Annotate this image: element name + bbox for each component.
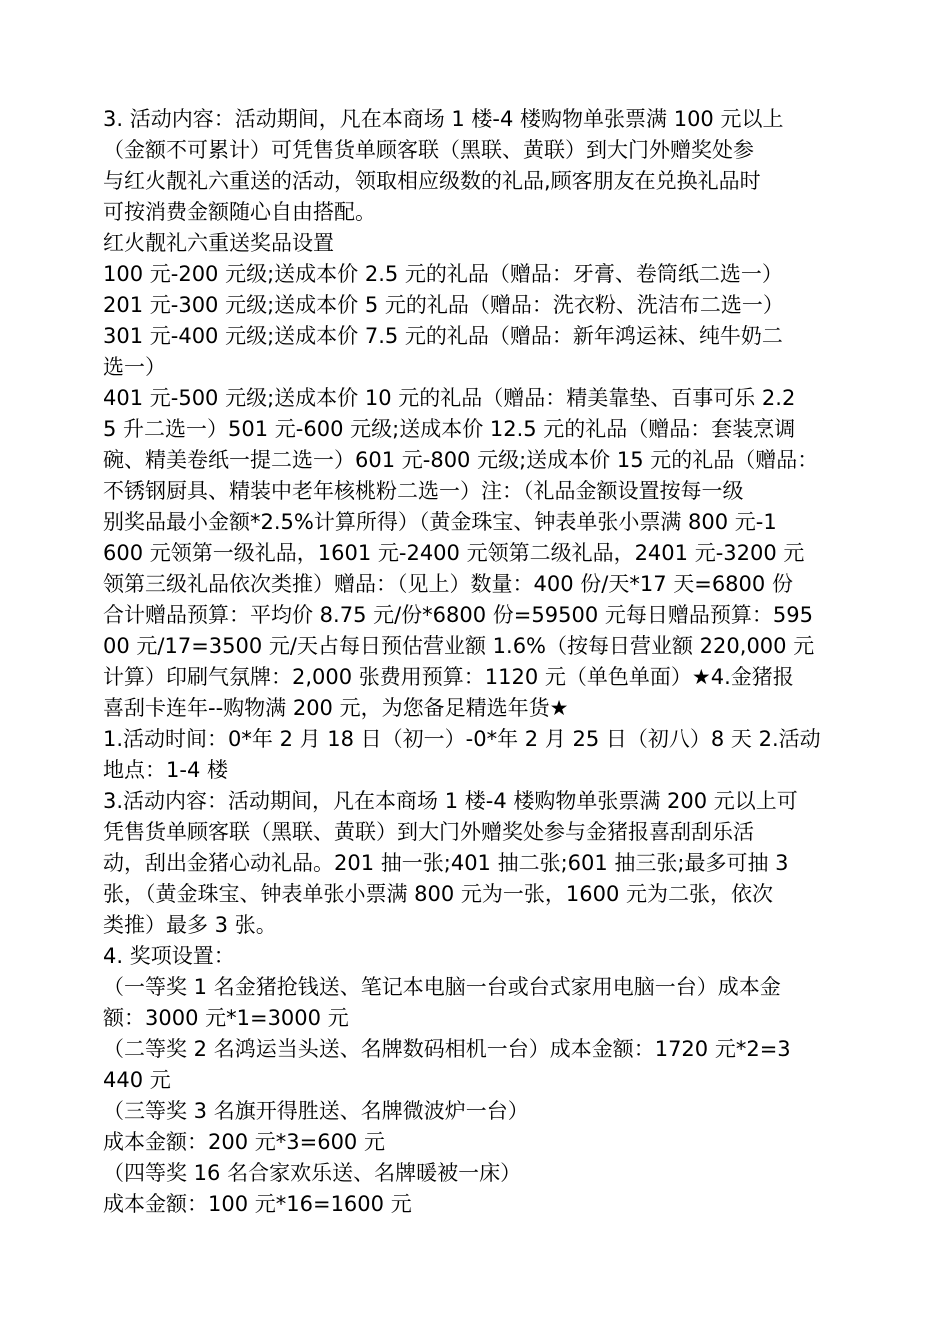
text-line-36: 成本金额：100 元*16=1600 元: [103, 1192, 412, 1216]
text-line-2: （金额不可累计）可凭售货单顾客联（黑联、黄联）到大门外赠奖处参: [103, 138, 754, 162]
text-line-19: 计算）印刷气氛牌：2,000 张费用预算：1120 元（单色单面）★4.金猪报: [103, 665, 794, 689]
text-line-33: （三等奖 3 名旗开得胜送、名牌微波炉一台）: [103, 1099, 529, 1123]
document-body: [103, 104, 863, 1220]
text-line-24: 凭售货单顾客联（黑联、黄联）到大门外赠奖处参与金猪报喜刮刮乐活: [103, 820, 754, 844]
text-line-26: 张，（黄金珠宝、钟表单张小票满 800 元为一张，1600 元为二张，依次: [103, 882, 774, 906]
section-heading: 红火靓礼六重送奖品设置: [103, 231, 334, 255]
text-line-8: 301 元-400 元级;送成本价 7.5 元的礼品（赠品：新年鸿运袜、纯牛奶二: [103, 324, 783, 348]
text-line-17: 合计赠品预算：平均价 8.75 元/份*6800 份=59500 元每日赠品预算：595: [103, 603, 813, 627]
text-line-20: 喜刮卡连年--购物满 200 元，为您备足精选年货★: [103, 696, 569, 720]
text-line-3: 与红火靓礼六重送的活动，领取相应级数的礼品,顾客朋友在兑换礼品时: [103, 169, 761, 193]
text-line-34: 成本金额：200 元*3=600 元: [103, 1130, 385, 1154]
text-line-15: 600 元领第一级礼品，1601 元-2400 元领第二级礼品，2401 元-3200 元: [103, 541, 805, 565]
text-line-18: 00 元/17=3500 元/天占每日预估营业额 1.6%（按每日营业额 220,000 元: [103, 634, 815, 658]
text-line-25: 动，刮出金猪心动礼品。201 抽一张;401 抽二张;601 抽三张;最多可抽 3: [103, 851, 789, 875]
text-line-23: 3.活动内容：活动期间，凡在本商场 1 楼-4 楼购物单张票满 200 元以上可: [103, 789, 798, 813]
text-line-30: 额：3000 元*1=3000 元: [103, 1006, 349, 1030]
text-line-14: 别奖品最小金额*2.5%计算所得）（黄金珠宝、钟表单张小票满 800 元-1: [103, 510, 777, 534]
text-line-10: 401 元-500 元级;送成本价 10 元的礼品（赠品：精美靠垫、百事可乐 2.2: [103, 386, 796, 410]
text-line-6: 100 元-200 元级;送成本价 2.5 元的礼品（赠品：牙膏、卷筒纸二选一）: [103, 262, 783, 286]
text-line-31: （二等奖 2 名鸿运当头送、名牌数码相机一台）成本金额：1720 元*2=3: [103, 1037, 791, 1061]
text-line-32: 440 元: [103, 1068, 171, 1092]
text-line-4: 可按消费金额随心自由搭配。: [103, 200, 376, 224]
text-line-29: （一等奖 1 名金猪抢钱送、笔记本电脑一台或台式家用电脑一台）成本金: [103, 975, 781, 999]
text-line-35: （四等奖 16 名合家欢乐送、名牌暖被一床）: [103, 1161, 522, 1185]
text-line-9: 选一）: [103, 355, 166, 379]
text-line-28: 4. 奖项设置：: [103, 944, 235, 968]
text-line-7: 201 元-300 元级;送成本价 5 元的礼品（赠品：洗衣粉、洗洁布二选一）: [103, 293, 784, 317]
text-line-13: 不锈钢厨具、精装中老年核桃粉二选一）注：（礼品金额设置按每一级: [103, 479, 744, 503]
text-line-22: 地点：1-4 楼: [103, 758, 228, 782]
text-line-27: 类推）最多 3 张。: [103, 913, 277, 937]
text-line-21: 1.活动时间：0*年 2 月 18 日（初一）-0*年 2 月 25 日（初八）8 天 2.活动: [103, 727, 821, 751]
text-line-16: 领第三级礼品依次类推）赠品：（见上）数量：400 份/天*17 天=6800 份: [103, 572, 793, 596]
text-line-12: 碗、精美卷纸一提二选一）601 元-800 元级;送成本价 15 元的礼品（赠品：: [103, 448, 819, 472]
text-line-11: 5 升二选一）501 元-600 元级;送成本价 12.5 元的礼品（赠品：套装烹调: [103, 417, 796, 441]
text-line-1: 3. 活动内容：活动期间，凡在本商场 1 楼-4 楼购物单张票满 100 元以上: [103, 107, 784, 131]
